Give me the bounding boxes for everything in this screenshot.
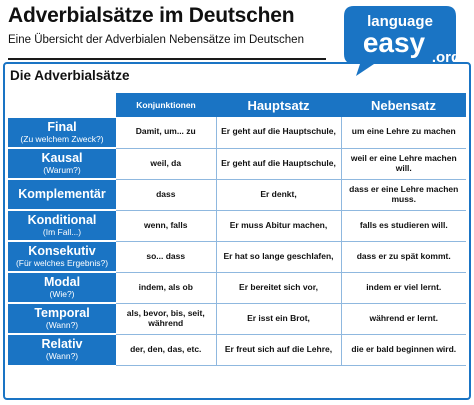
row-label-sub: (Wann?) [45, 319, 79, 330]
konjunktion-cell: als, bevor, bis, seit, während [116, 303, 216, 334]
table-row [8, 210, 466, 241]
konjunktion-cell: der, den, das, etc. [116, 334, 216, 365]
nebensatz-cell: während er lernt. [341, 303, 466, 334]
row-label-sub: (Für welches Ergebnis?) [15, 257, 109, 268]
row-label [8, 241, 116, 272]
nebensatz-cell: dass er zu spät kommt. [341, 241, 466, 272]
nebensatz-cell: dass er eine Lehre machen muss. [341, 179, 466, 210]
konjunktion-cell: indem, als ob [116, 272, 216, 303]
hauptsatz-cell: Er geht auf die Hauptschule, [216, 148, 341, 179]
row-label-main: Modal [43, 274, 81, 289]
row-label-sub: (Wann?) [45, 351, 79, 362]
nebensatz-cell: weil er eine Lehre machen will. [341, 148, 466, 179]
hauptsatz-cell: Er denkt, [216, 179, 341, 210]
header-cell-empty [8, 93, 116, 117]
logo-text-easy: easy [362, 27, 426, 58]
row-label [8, 303, 116, 334]
table-row [8, 179, 466, 210]
row-label [8, 272, 116, 303]
row-label-sub: (Wie?) [49, 288, 75, 299]
hauptsatz-cell: Er isst ein Brot, [216, 303, 341, 334]
logo-text-org: .org [431, 49, 461, 66]
page-subtitle: Eine Übersicht der Adverbialen Nebensätze im Deutschen [8, 34, 304, 46]
row-label [8, 334, 116, 365]
hauptsatz-cell: Er freut sich auf die Lehre, [216, 334, 341, 365]
row-label-main: Temporal [34, 305, 90, 320]
section-title: Die Adverbialsätze [10, 68, 130, 83]
row-label [8, 148, 116, 179]
adverbial-table [8, 93, 466, 366]
row-label-main: Komplementär [18, 186, 106, 201]
title-divider [8, 58, 326, 60]
nebensatz-cell: um eine Lehre zu machen [341, 117, 466, 148]
row-label-main: Konsekutiv [28, 243, 96, 258]
hauptsatz-cell: Er muss Abitur machen, [216, 210, 341, 241]
table-row [8, 148, 466, 179]
hauptsatz-cell: Er hat so lange geschlafen, [216, 241, 341, 272]
table-row [8, 303, 466, 334]
row-label [8, 210, 116, 241]
konjunktion-cell: so... dass [116, 241, 216, 272]
row-label [8, 117, 116, 148]
header-cell-konjunktionen: Konjunktionen [116, 93, 216, 117]
table-row [8, 334, 466, 365]
row-label-sub: (Warum?) [43, 164, 81, 175]
hauptsatz-cell: Er bereitet sich vor, [216, 272, 341, 303]
table-row [8, 241, 466, 272]
nebensatz-cell: indem er viel lernt. [341, 272, 466, 303]
row-label-main: Konditional [27, 212, 97, 227]
header-cell-hauptsatz: Hauptsatz [216, 93, 341, 117]
row-label-main: Final [47, 119, 77, 134]
konjunktion-cell: Damit, um... zu [116, 117, 216, 148]
page-title: Adverbialsätze im Deutschen [8, 4, 295, 27]
row-label-sub: (Zu welchem Zweck?) [20, 133, 104, 144]
table-row [8, 272, 466, 303]
nebensatz-cell: falls es studieren will. [341, 210, 466, 241]
konjunktion-cell: weil, da [116, 148, 216, 179]
table-header-row [8, 93, 466, 117]
row-label-sub: (Im Fall...) [42, 226, 82, 237]
row-label-main: Kausal [41, 150, 83, 165]
konjunktion-cell: dass [116, 179, 216, 210]
row-label-main: Relativ [41, 337, 83, 352]
header-cell-nebensatz: Nebensatz [341, 93, 466, 117]
konjunktion-cell: wenn, falls [116, 210, 216, 241]
logo-text-language: language [367, 13, 433, 30]
nebensatz-cell: die er bald beginnen wird. [341, 334, 466, 365]
hauptsatz-cell: Er geht auf die Hauptschule, [216, 117, 341, 148]
table-row [8, 117, 466, 148]
row-label [8, 179, 116, 210]
